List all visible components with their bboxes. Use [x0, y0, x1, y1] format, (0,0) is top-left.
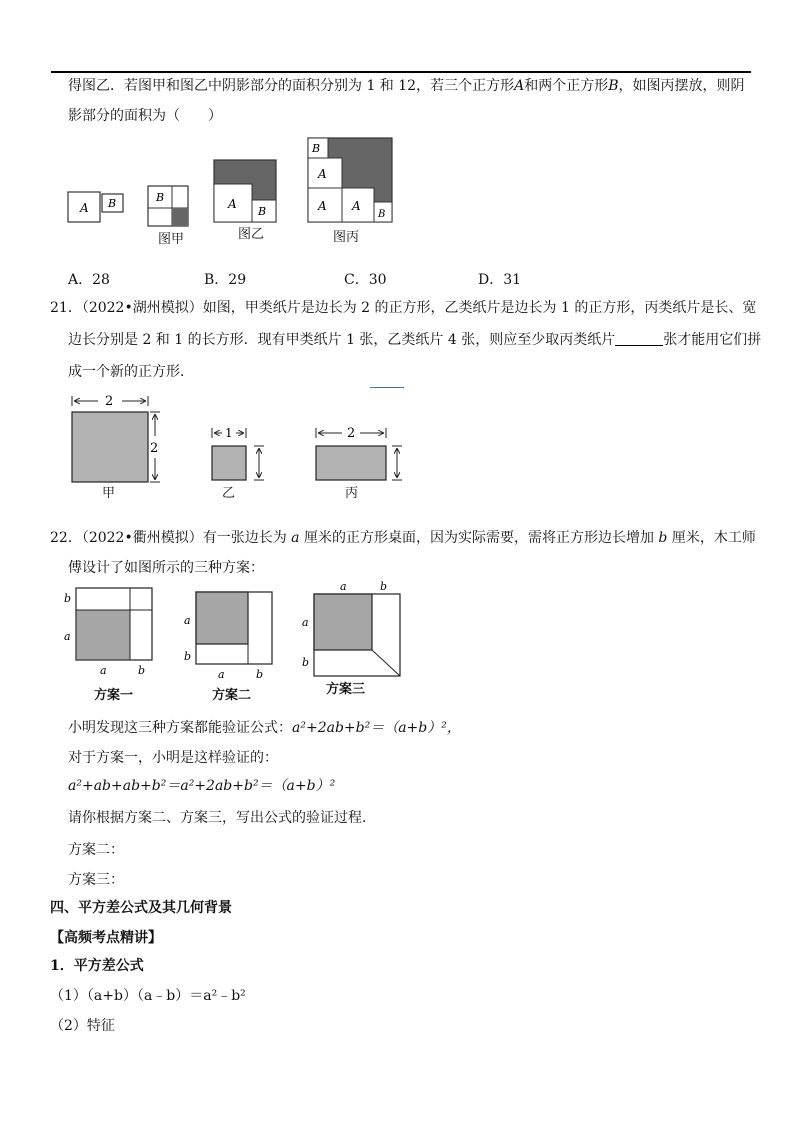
- q22-line2: 傅设计了如图所示的三种方案：: [68, 560, 264, 576]
- svg-text:b: b: [184, 650, 192, 663]
- section4-item1: 1．平方差公式: [50, 958, 144, 974]
- q21-line2: 边长分别是 2 和 1 的长方形．现有甲类纸片 1 张，乙类纸片 4 张，则应至少取丙类纸片 张才能用它们拼: [68, 332, 762, 348]
- svg-text:a: a: [184, 614, 191, 627]
- svg-text:B: B: [108, 197, 117, 210]
- svg-text:b: b: [64, 592, 72, 605]
- svg-text:2: 2: [150, 441, 159, 456]
- q22-plan2-label: 方案二：: [68, 842, 124, 858]
- q21-caption-bing: 丙: [345, 486, 359, 501]
- svg-text:B: B: [312, 142, 321, 155]
- q22-request: 请你根据方案二、方案三，写出公式的验证过程．: [68, 810, 376, 826]
- q20-line1: 得图乙．若图甲和图乙中阴影部分的面积分别为 1 和 12，若三个正方形A和两个正方形B，如图丙摆放，则阴: [68, 78, 745, 94]
- svg-text:A: A: [352, 199, 361, 213]
- q20-fig-jia: [148, 186, 188, 226]
- svg-text:a: a: [100, 664, 107, 677]
- svg-text:B: B: [378, 209, 386, 220]
- svg-text:b: b: [138, 664, 146, 677]
- q20-fig-A-B: [68, 192, 123, 222]
- q20-fig-yi: [214, 160, 276, 222]
- q21-line3: 成一个新的正方形．: [68, 364, 194, 380]
- q20-option-b: B．29: [204, 272, 247, 288]
- q20-option-c: C．30: [344, 272, 387, 288]
- svg-text:A: A: [80, 201, 89, 215]
- q21-fig-yi: [212, 426, 264, 480]
- q22-caption-plan3: 方案三: [326, 682, 366, 697]
- svg-text:2: 2: [105, 394, 114, 409]
- section4-sub2: （2）特征: [50, 1018, 115, 1034]
- q22-discover: 小明发现这三种方案都能验证公式：a²+2ab+b²＝（a+b）²，: [68, 720, 461, 736]
- svg-text:A: A: [318, 167, 327, 181]
- q22-plan3-label: 方案三：: [68, 872, 124, 888]
- svg-text:A: A: [318, 199, 327, 213]
- svg-text:B: B: [258, 205, 267, 218]
- q21-caption-jia: 甲: [102, 486, 116, 501]
- svg-text:a: a: [64, 630, 71, 643]
- q20-line2: 影部分的面积为（ ）: [68, 108, 222, 124]
- q22-line1: 22．（2022•衢州模拟）有一张边长为 a 厘米的正方形桌面，因为实际需要，需将正方形边长增加 b 厘米，木工师: [50, 530, 756, 546]
- svg-text:a: a: [218, 668, 225, 680]
- q20-option-d: D．31: [478, 272, 522, 288]
- stray-link-underline: [370, 387, 404, 388]
- svg-text:2: 2: [347, 426, 356, 441]
- svg-text:b: b: [256, 668, 264, 680]
- svg-text:B: B: [156, 191, 165, 204]
- q20-caption-yi: 图乙: [238, 227, 265, 242]
- q21-figures: [62, 390, 422, 500]
- q20-fig-bing: [308, 138, 392, 222]
- q22-caption-plan2: 方案二: [212, 688, 252, 703]
- top-rule: [51, 71, 751, 73]
- q21-line1: 21．（2022•湖州模拟）如图，甲类纸片是边长为 2 的正方形，乙类纸片是边长为 1 的正方形，丙类纸片是长、宽: [50, 300, 757, 316]
- svg-text:a: a: [302, 616, 309, 629]
- q20-caption-bing: 图丙: [333, 230, 360, 245]
- q20-caption-jia: 图甲: [158, 232, 185, 247]
- section4-title: 四、平方差公式及其几何背景: [50, 900, 232, 916]
- svg-text:b: b: [302, 656, 310, 669]
- q22-caption-plan1: 方案一: [94, 688, 134, 703]
- svg-text:A: A: [228, 197, 237, 211]
- q22-figures: [58, 580, 418, 680]
- q22-plan1-intro: 对于方案一，小明是这样验证的：: [68, 750, 278, 766]
- section4-sub1: （1）（a+b）（a﹣b）＝a²﹣b²: [50, 988, 246, 1004]
- svg-text:a: a: [340, 580, 347, 593]
- q22-plan1-figure: [64, 588, 152, 677]
- q21-caption-yi: 乙: [222, 486, 236, 501]
- q22-plan1-formula: a²+ab+ab+b²＝a²+2ab+b²＝（a+b）²: [68, 778, 336, 794]
- q22-plan2-figure: [184, 592, 272, 680]
- section4-key-points: 【高频考点精讲】: [50, 930, 162, 946]
- q22-plan3-figure: [302, 580, 400, 676]
- svg-text:b: b: [380, 580, 388, 593]
- q21-fig-jia: [72, 394, 160, 482]
- q20-option-a: A．28: [68, 272, 110, 288]
- q21-answer-blank[interactable]: [615, 331, 663, 346]
- svg-text:1: 1: [225, 426, 233, 440]
- q21-fig-bing: [316, 426, 402, 480]
